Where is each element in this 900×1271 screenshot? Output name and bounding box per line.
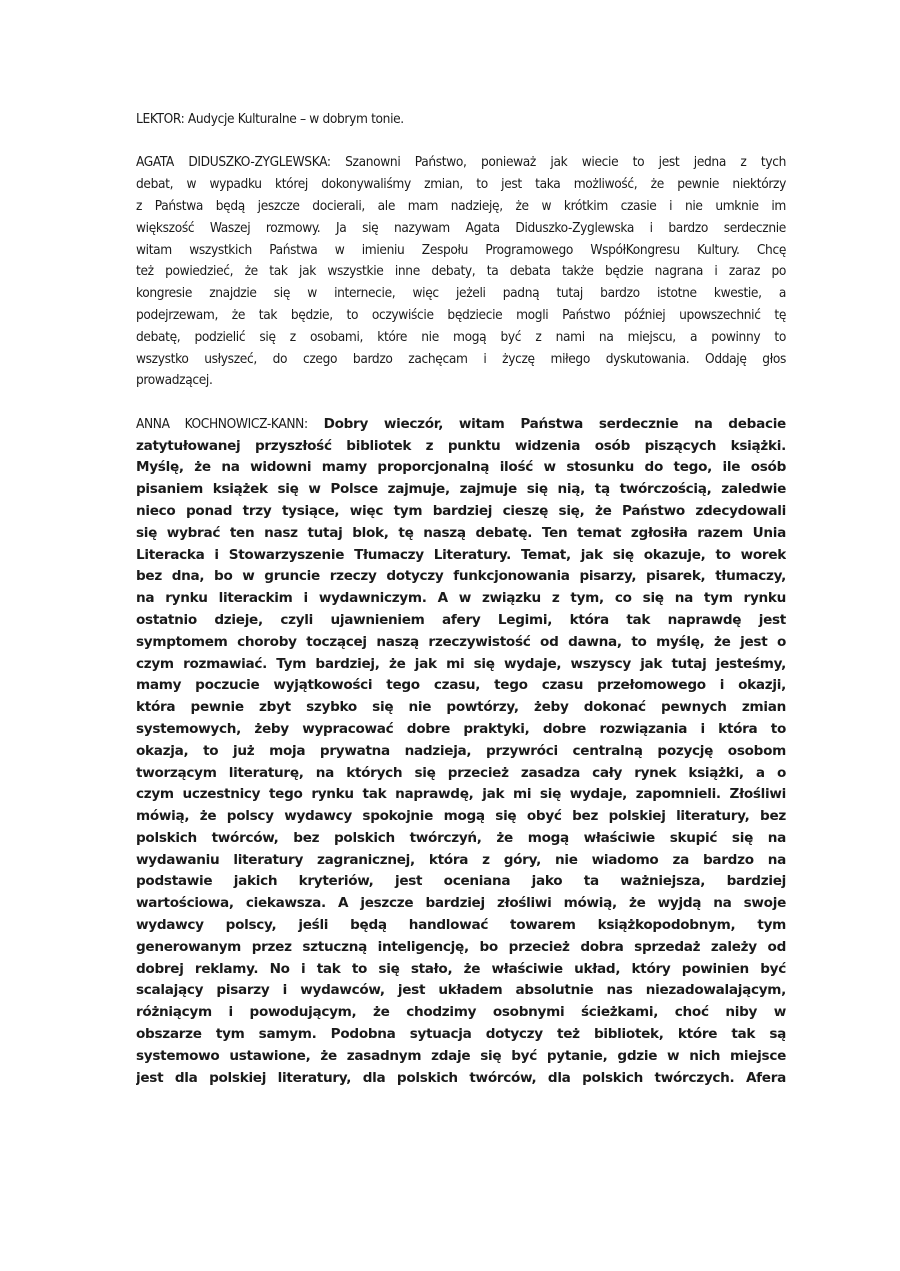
paragraph-agata — [136, 152, 786, 392]
speech-text: Szanowni Państwo, ponieważ jak wiecie to jest jedna z tych — [330, 154, 786, 171]
text-line: mówią, że polscy wydawcy spokojnie mogą się obyć bez polskiej literatury, bez — [136, 808, 786, 825]
text-line: zatytułowanej przyszłość bibliotek z punktu widzenia osób piszących książki. — [136, 437, 786, 454]
text-line: podstawie jakich kryteriów, jest oceniana jako ta ważniejsza, bardziej — [136, 873, 786, 890]
text-line: systemowych, żeby wypracować dobre praktyki, dobre rozwiązania i która to — [136, 720, 786, 737]
text-line: nieco ponad trzy tysiące, więc tym bardziej cieszę się, że Państwo zdecydowali — [136, 502, 786, 519]
text-line: witam wszystkich Państwa w imieniu Zespołu Programowego WspółKongresu Kultury. Chcę — [136, 241, 786, 258]
text-line: wydawaniu literatury zagranicznej, która z góry, nie wiadomo za bardzo na — [136, 851, 786, 868]
text-line: Literacka i Stowarzyszenie Tłumaczy Literatury. Temat, jak się okazuje, to worek — [136, 546, 786, 563]
text-line: podejrzewam, że tak będzie, to oczywiście będziecie mogli Państwo później upowszechnić tę — [136, 306, 786, 323]
text-line: obszarze tym samym. Podobna sytuacja dotyczy też bibliotek, które tak są — [136, 1026, 786, 1043]
paragraph-anna — [136, 414, 786, 1090]
text-line: debatę, podzielić się z osobami, które nie mogą być z nami na miejscu, a powinny to — [136, 328, 786, 345]
text-line-first — [136, 414, 786, 436]
text-line: większość Waszej rozmowy. Ja się nazywam Agata Diduszko-Zyglewska i bardzo serdecznie — [136, 219, 786, 236]
document-page — [136, 109, 786, 1111]
speech-text: Dobry wieczór, witam Państwa serdecznie na debacie — [307, 415, 786, 432]
text-line: pisaniem książek się w Polsce zajmuje, zajmuje się nią, tą twórczością, zaledwie — [136, 481, 786, 498]
text-line: wartościowa, ciekawsza. A jeszcze bardziej złośliwi mówią, że wyjdą na swoje — [136, 895, 786, 912]
text-line: czym uczestnicy tego rynku tak naprawdę, jak mi się wydaje, zapomnieli. Złośliwi — [136, 786, 786, 803]
text-line: prowadzącej. — [136, 372, 213, 389]
text-line: się wybrać ten nasz tutaj blok, tę naszą debatę. Ten temat zgłosiła razem Unia — [136, 524, 786, 541]
text-line: wydawcy polscy, jeśli będą handlować towarem książkopodobnym, tym — [136, 917, 786, 934]
text-line: okazja, to już moja prywatna nadzieja, przywróci centralną pozycję osobom — [136, 742, 786, 759]
text-line: czym rozmawiać. Tym bardziej, że jak mi się wydaje, wszyscy jak tutaj jesteśmy, — [136, 655, 786, 672]
text-line: ostatnio dzieje, czyli ujawnieniem afery Legimi, która tak naprawdę jest — [136, 611, 786, 628]
text-line: mamy poczucie wyjątkowości tego czasu, tego czasu przełomowego i okazji, — [136, 677, 786, 694]
speaker-name: AGATA DIDUSZKO-ZYGLEWSKA: — [136, 154, 331, 171]
paragraph-lektor — [136, 109, 786, 131]
text-line: Myślę, że na widowni mamy proporcjonalną ilość w stosunku do tego, ile osób — [136, 459, 786, 476]
text-line: scalający pisarzy i wydawców, jest układem absolutnie nas niezadowalającym, — [136, 982, 786, 999]
text-line: jest dla polskiej literatury, dla polskich twórców, dla polskich twórczych. Afera — [136, 1069, 786, 1086]
text-line: kongresie znajdzie się w internecie, więc jeżeli padną tutaj bardzo istotne kwestie, a — [136, 285, 786, 302]
text-line: z Państwa będą jeszcze docierali, ale mam nadzieję, że w krótkim czasie i nie umknie im — [136, 197, 786, 214]
text-line: debat, w wypadku której dokonywaliśmy zmian, to jest taka możliwość, że pewnie niektórzy — [136, 176, 786, 193]
text-line-first — [136, 152, 786, 174]
text-line: tworzącym literaturę, na których się przecież zasadza cały rynek książki, a o — [136, 764, 786, 781]
speaker-name: ANNA KOCHNOWICZ-KANN: — [136, 415, 308, 432]
text-line: symptomem choroby toczącej naszą rzeczywistość od dawna, to myślę, że jest o — [136, 633, 786, 650]
text-line: też powiedzieć, że tak jak wszystkie inne debaty, ta debata także będzie nagrana i zaraz po — [136, 263, 786, 280]
text-line: LEKTOR: Audycje Kulturalne – w dobrym tonie. — [136, 111, 404, 127]
text-line: wszystko usłyszeć, do czego bardzo zachęcam i życzę miłego dyskutowania. Oddaję głos — [136, 350, 786, 367]
text-line: generowanym przez sztuczną inteligencję, bo przecież dobra sprzedaż zależy od — [136, 938, 786, 955]
text-line: bez dna, bo w gruncie rzeczy dotyczy funkcjonowania pisarzy, pisarek, tłumaczy, — [136, 568, 786, 585]
text-line: różniącym i powodującym, że chodzimy osobnymi ścieżkami, choć niby w — [136, 1004, 786, 1021]
text-line: dobrej reklamy. No i tak to się stało, że właściwie układ, który powinien być — [136, 960, 786, 977]
text-line: polskich twórców, bez polskich twórczyń, że mogą właściwie skupić się na — [136, 829, 786, 846]
text-line: która pewnie zbyt szybko się nie powtórzy, żeby dokonać pewnych zmian — [136, 699, 786, 716]
text-line: systemowo ustawione, że zasadnym zdaje się być pytanie, gdzie w nich miejsce — [136, 1047, 786, 1064]
text-line: na rynku literackim i wydawniczym. A w związku z tym, co się na tym rynku — [136, 590, 786, 607]
